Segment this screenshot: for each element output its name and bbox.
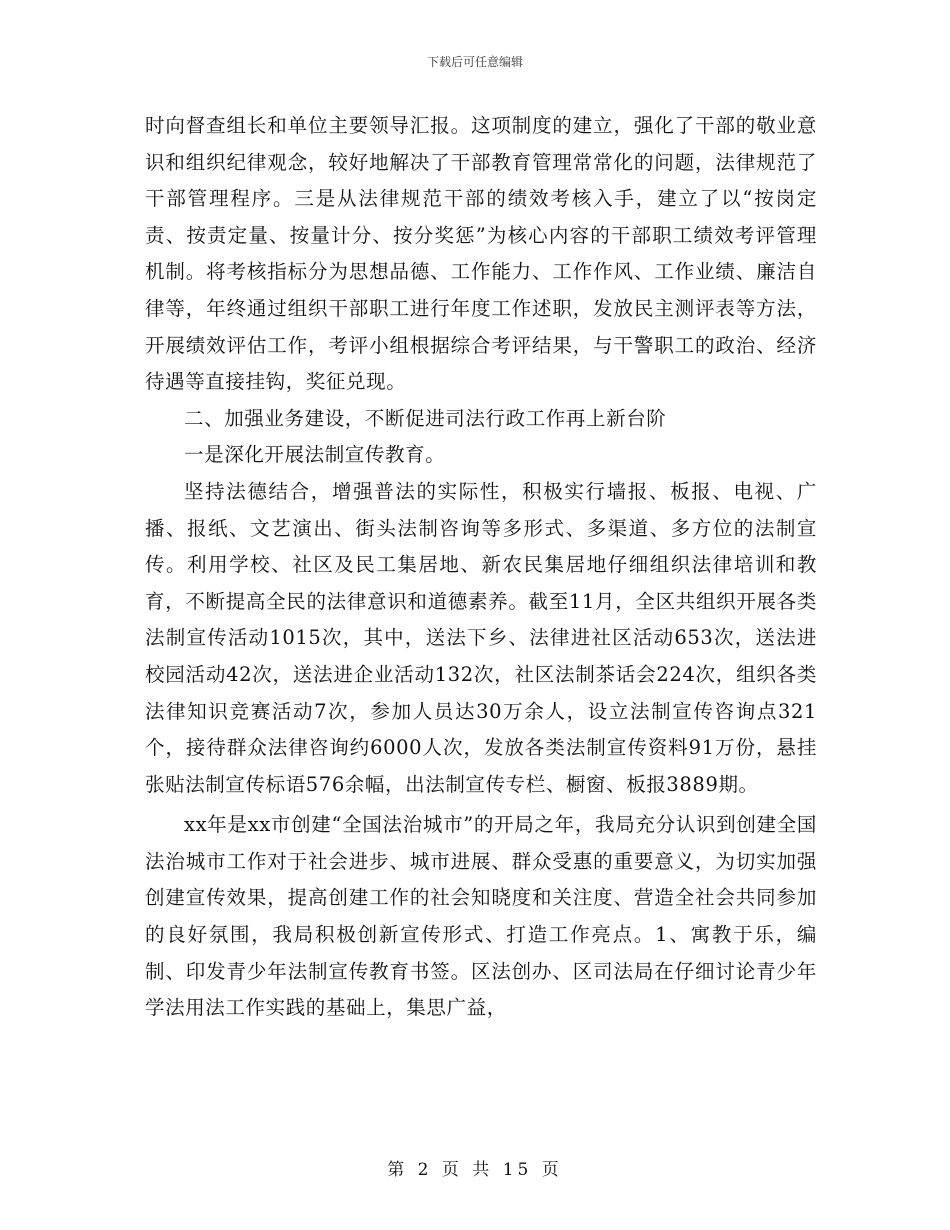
- paragraph-legal-publicity: 坚持法德结合，增强普法的实际性，积极实行墙报、板报、电视、广播、报纸、文艺演出、街头法制咨询等多形式、多渠道、多方位的法制宣传。利用学校、社区及民工集居地、新农民集居地仔细组织法律培训和教育，不断提高全民的法律意识和道德素养。截至11月，全区共组织开展各类法制宣传活动1015次，其中，送法下乡、法律进社区活动653次，送法进校园活动42次，送法进企业活动132次，社区法制茶话会224次，组织各类法律知识竞赛活动7次，参加人员达30万余人，设立法制宣传咨询点321个，接待群众法律咨询约6000人次，发放各类法制宣传资料91万份，悬挂张贴法制宣传标语576余幅，出法制宣传专栏、橱窗、板报3889期。: [145, 479, 817, 796]
- page-number: 第 2 页 共 15 页: [387, 1160, 563, 1180]
- subsection-heading: 一是深化开展法制宣传教育。: [184, 443, 446, 467]
- page-header: 下载后可任意编辑: [426, 55, 523, 69]
- section-heading: 二、加强业务建设，不断促进司法行政工作再上新台阶: [184, 406, 667, 430]
- document-body: [145, 108, 817, 1027]
- paragraph-continuation: 时向督查组长和单位主要领导汇报。这项制度的建立，强化了干部的敬业意识和组织纪律观念，较好地解决了干部教育管理常常化的问题，法律规范了干部管理程序。三是从法律规范干部的绩效考核入手，建立了以“按岗定责、按责定量、按量计分、按分奖惩”为核心内容的干部职工绩效考评管理机制。将考核指标分为思想品德、工作能力、工作作风、工作业绩、廉洁自律等，年终通过组织干部职工进行年度工作述职，发放民主测评表等方法，开展绩效评估工作，考评小组根据综合考评结果，与干警职工的政治、经济待遇等直接挂钩，奖征兑现。: [145, 114, 817, 394]
- paragraph-rule-of-law-city: xx年是xx市创建“全国法治城市”的开局之年，我局充分认识到创建全国法治城市工作对于社会进步、城市进展、群众受惠的重要意义，为切实加强创建宣传效果，提高创建工作的社会知晓度和关注度、营造全社会共同参加的良好氛围，我局积极创新宣传形式、打造工作亮点。1、寓教于乐，编制、印发青少年法制宣传教育书签。区法创办、区司法局在仔细讨论青少年学法用法工作实践的基础上，集思广益，: [145, 813, 817, 1020]
